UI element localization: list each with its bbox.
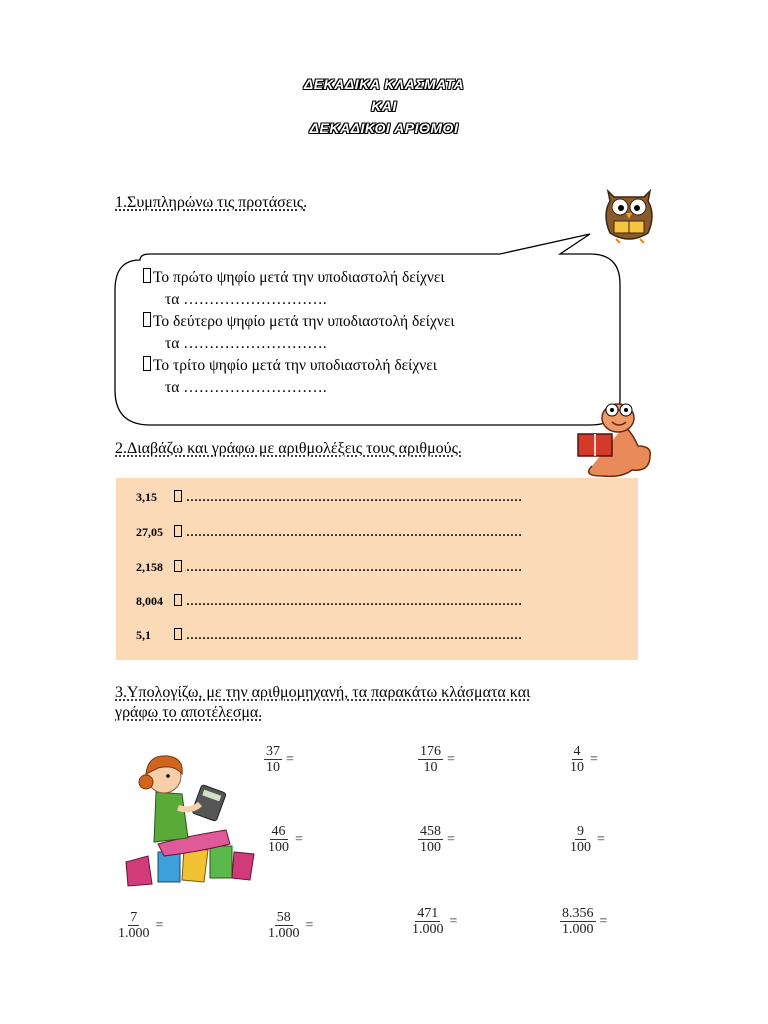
fraction: $\frac{9}{100}$ = — [570, 824, 605, 855]
answer-dots[interactable]: ………………………………………………………………………… — [186, 628, 522, 642]
exercise3-heading-line1: 3.Υπολογίζω, με την αριθμομηχανή, τα παρακάτω κλάσματα και — [115, 684, 531, 701]
number-row — [136, 594, 522, 609]
sentence-1: Το πρώτο ψηφίο μετά την υποδιαστολή δείχνει — [143, 267, 455, 289]
fraction: $\frac{471}{1.000}$ = — [412, 906, 458, 937]
answer-dots[interactable]: ………………………………………………………………………… — [186, 594, 522, 608]
arrow-icon — [174, 490, 182, 502]
sentence-3: Το τρίτο ψηφίο μετά την υποδιαστολή δείχνει — [143, 355, 455, 377]
blank-2: τα ………………………. — [165, 335, 327, 352]
bullet-icon — [143, 356, 151, 371]
exercise1-heading: 1.Συμπληρώνω τις προτάσεις. — [115, 194, 308, 211]
arrow-icon — [174, 628, 182, 640]
number-value: 5,1 — [136, 628, 151, 642]
fraction: $\frac{58}{1.000}$ = — [268, 910, 314, 941]
answer-dots[interactable]: ………………………………………………………………………… — [186, 525, 522, 539]
fraction: $\frac{7}{1.000}$ = — [118, 910, 164, 941]
blank-3: τα ………………………. — [165, 379, 327, 396]
answer-dots[interactable]: ………………………………………………………………………… — [186, 490, 522, 504]
number-value: 2,158 — [136, 560, 163, 574]
sentence-2: Το δεύτερο ψηφίο μετά την υποδιαστολή δείχνει — [143, 311, 455, 333]
answer-dots[interactable]: ………………………………………………………………………… — [186, 560, 522, 574]
blank-1: τα ………………………. — [165, 291, 327, 308]
number-row — [136, 525, 522, 540]
fraction: $\frac{176}{10}$ = — [420, 744, 455, 775]
number-row — [136, 628, 522, 643]
exercise1-sentences — [143, 267, 455, 399]
title-line-2: ΚΑΙ — [371, 98, 397, 114]
girl-with-calculator-icon — [118, 752, 260, 892]
number-value: 8,004 — [136, 594, 163, 608]
fraction: $\frac{37}{10}$ = — [266, 744, 294, 775]
number-row — [136, 490, 522, 505]
fraction: $\frac{8.356}{1.000}$ = — [562, 906, 608, 937]
number-words-box — [116, 478, 638, 660]
exercise3-heading-line2: γράφω το αποτέλεσμα. — [115, 704, 263, 721]
number-row — [136, 560, 522, 575]
arrow-icon — [174, 525, 182, 537]
title-line-1: ΔΕΚΑΔΙΚΑ ΚΛΑΣΜΑΤΑ — [303, 76, 465, 92]
fraction: $\frac{46}{100}$ = — [268, 824, 303, 855]
fraction: $\frac{4}{10}$ = — [570, 744, 598, 775]
fraction: $\frac{458}{100}$ = — [420, 824, 455, 855]
bullet-icon — [143, 268, 151, 283]
title-line-3: ΔΕΚΑΔΙΚΟΙ ΑΡΙΘΜΟΙ — [309, 120, 459, 136]
bullet-icon — [143, 312, 151, 327]
exercise2-heading: 2.Διαβάζω και γράφω με αριθμολέξεις τους αριθμούς. — [115, 440, 462, 457]
number-value: 3,15 — [136, 490, 157, 504]
arrow-icon — [174, 594, 182, 606]
number-value: 27,05 — [136, 525, 163, 539]
arrow-icon — [174, 560, 182, 572]
bookworm-icon — [572, 396, 658, 482]
